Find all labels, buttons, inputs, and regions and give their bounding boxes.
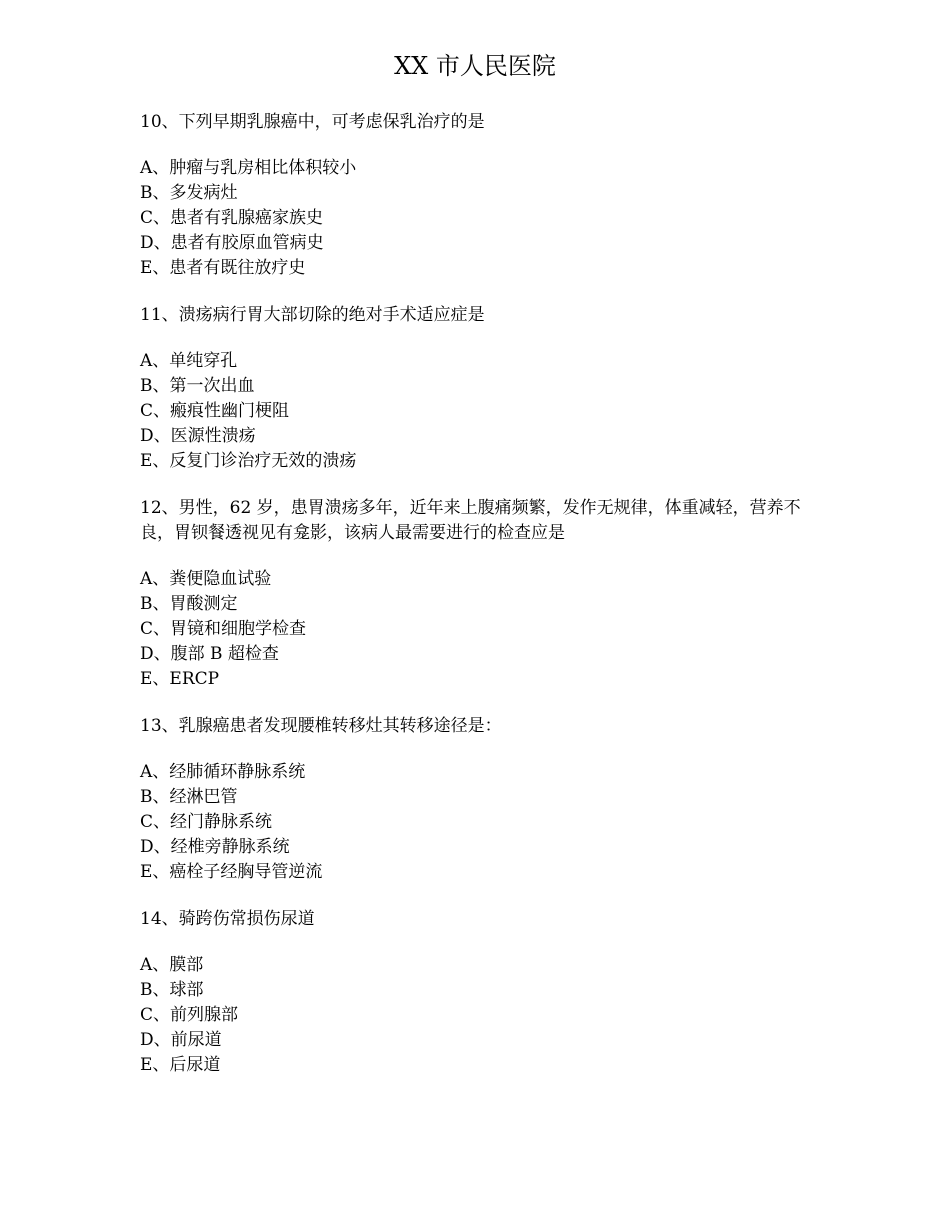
question-stem: 12、男性，62 岁，患胃溃疡多年，近年来上腹痛频繁，发作无规律，体重减轻，营养不良，胃钡餐透视见有龛影，该病人最需要进行的检查应是 [140, 498, 801, 543]
option-b: B、胃酸测定 [140, 594, 238, 614]
option-e: E、ERCP [140, 669, 220, 689]
option-d: D、患者有胶原血管病史 [140, 233, 324, 253]
option-d: D、经椎旁静脉系统 [140, 837, 290, 857]
option-d: D、前尿道 [140, 1030, 222, 1050]
question-stem: 10、下列早期乳腺癌中，可考虑保乳治疗的是 [140, 112, 485, 132]
option-a: A、粪便隐血试验 [140, 569, 272, 589]
option-e: E、患者有既往放疗史 [140, 258, 306, 278]
question-stem: 14、骑跨伤常损伤尿道 [140, 909, 315, 929]
option-d: D、医源性溃疡 [140, 426, 256, 446]
question-stem: 11、溃疡病行胃大部切除的绝对手术适应症是 [140, 305, 485, 325]
option-e: E、后尿道 [140, 1055, 221, 1075]
option-c: C、瘢痕性幽门梗阻 [140, 401, 290, 421]
page-title: XX 市人民医院 [394, 52, 556, 80]
option-b: B、经淋巴管 [140, 787, 238, 807]
option-a: A、经肺循环静脉系统 [140, 762, 306, 782]
option-a: A、膜部 [140, 955, 204, 975]
option-c: C、胃镜和细胞学检查 [140, 619, 307, 639]
option-a: A、单纯穿孔 [140, 351, 238, 371]
question-14 [140, 907, 820, 1078]
question-10 [140, 110, 820, 281]
option-c: C、前列腺部 [140, 1005, 239, 1025]
question-list [140, 110, 820, 1100]
question-12 [140, 496, 820, 692]
option-b: B、球部 [140, 980, 204, 1000]
option-b: B、多发病灶 [140, 183, 238, 203]
option-c: C、经门静脉系统 [140, 812, 273, 832]
option-e: E、反复门诊治疗无效的溃疡 [140, 451, 357, 471]
option-e: E、癌栓子经胸导管逆流 [140, 862, 323, 882]
question-13 [140, 714, 820, 885]
option-b: B、第一次出血 [140, 376, 255, 396]
question-11 [140, 303, 820, 474]
option-d: D、腹部 B 超检查 [140, 644, 279, 664]
option-c: C、患者有乳腺癌家族史 [140, 208, 324, 228]
option-a: A、肿瘤与乳房相比体积较小 [140, 158, 357, 178]
question-stem: 13、乳腺癌患者发现腰椎转移灶其转移途径是： [140, 716, 502, 736]
